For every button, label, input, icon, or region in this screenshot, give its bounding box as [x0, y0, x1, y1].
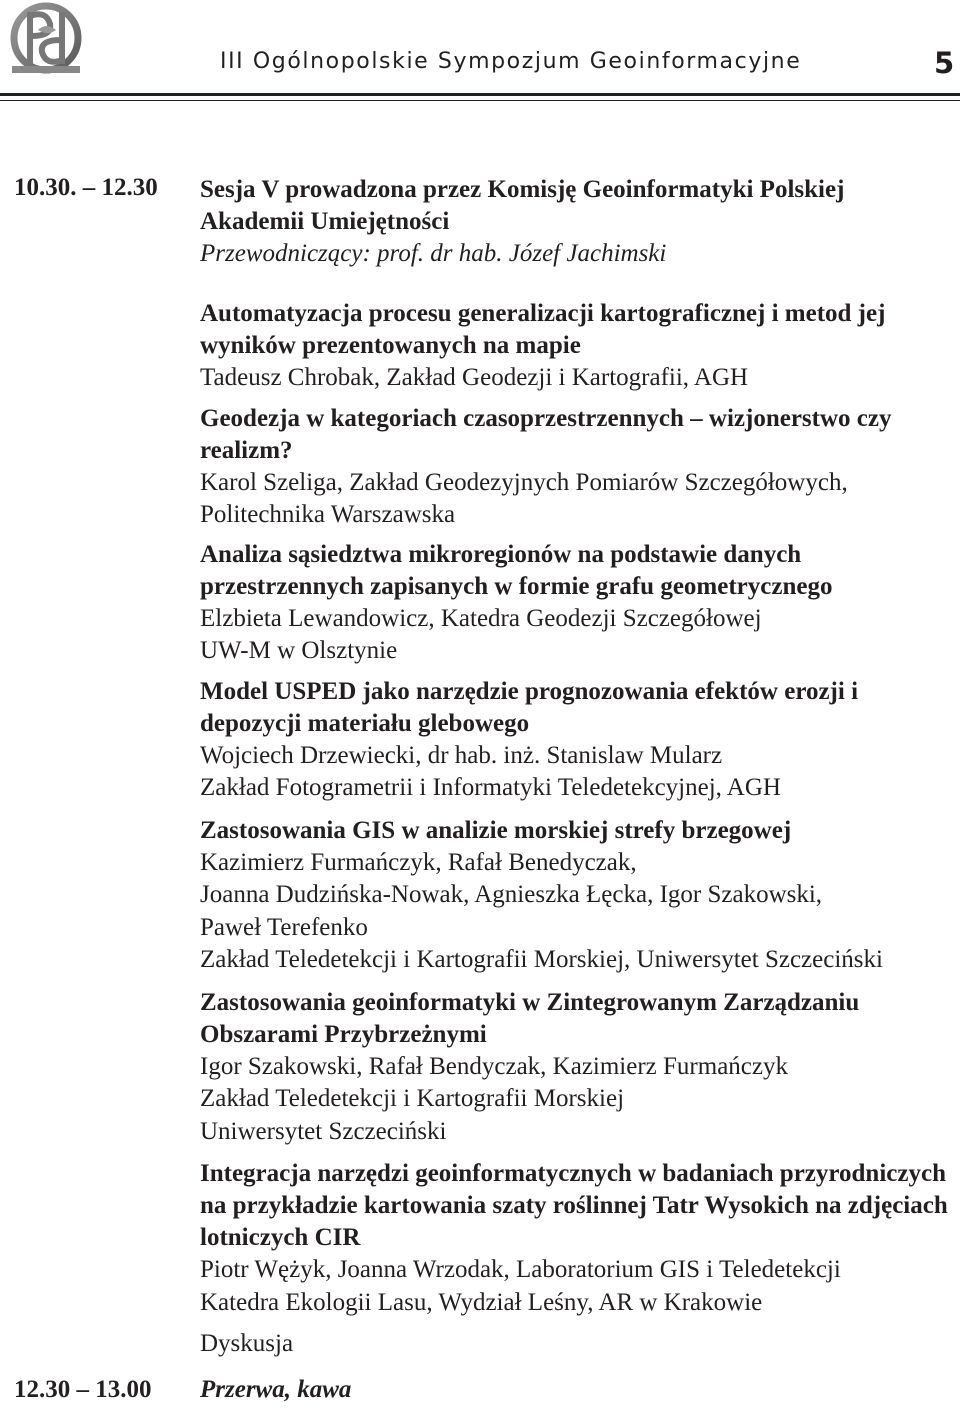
talk-title: Integracja narzędzi geoinformatycznych w badaniach przyrodniczych na przykładzie kartowania szaty roślinnej Tatr Wysokich na zdjęciach lotniczych CIR: [200, 1160, 948, 1251]
talk-title: Zastosowania geoinformatyki w Zintegrowanym Zarządzaniu Obszarami Przybrzeżnymi: [200, 988, 860, 1048]
page-number: 5: [934, 46, 955, 80]
talk-authors: Elzbieta Lewandowicz, Katedra Geodezji Szczegółowej UW-M w Olsztynie: [200, 604, 762, 664]
talk-title: Analiza sąsiedztwa mikroregionów na podstawie danych przestrzennych zapisanych w formie grafu geometrycznego: [200, 540, 833, 600]
session-title-line2: Akademii Umiejętności: [200, 208, 450, 235]
talk-item: [200, 676, 950, 805]
talk-item: [200, 403, 950, 532]
talk-authors: Tadeusz Chrobak, Zakład Geodezji i Kartografii, AGH: [200, 364, 749, 391]
session-time: 10.30. – 12.30: [14, 174, 158, 201]
talk-authors: Igor Szakowski, Rafał Bendyczak, Kazimierz Furmańczyk Zakład Teledetekcji i Kartografii Morskiej Uniwersytet Szczeciński: [200, 1052, 788, 1145]
talk-authors: Wojciech Drzewiecki, dr hab. inż. Stanislaw Mularz Zakład Fotogrametrii i Informatyki Teledetekcyjnej, AGH: [200, 741, 781, 801]
conference-title: III Ogólnopolskie Sympozjum Geoinformacyjne: [220, 49, 802, 74]
talk-authors: Karol Szeliga, Zakład Geodezyjnych Pomiarów Szczegółowych, Politechnika Warszawska: [200, 468, 848, 528]
break-time: 12.30 – 13.00: [14, 1376, 152, 1403]
session-chair: Przewodniczący: prof. dr hab. Józef Jachimski: [200, 240, 667, 267]
talk-item: [200, 298, 950, 395]
talk-title: Geodezja w kategoriach czasoprzestrzennych – wizjonerstwo czy realizm?: [200, 404, 892, 464]
symposium-logo-icon: [8, 2, 84, 78]
talk-title: Automatyzacja procesu generalizacji kartograficznej i metod jej wyników prezentowanych na mapie: [200, 300, 886, 359]
talk-authors: Piotr Wężyk, Joanna Wrzodak, Laboratorium GIS i Teledetekcji Katedra Ekologii Lasu, Wydział Leśny, AR w Krakowie: [200, 1256, 841, 1316]
talk-item: [200, 539, 950, 668]
page-header: [0, 0, 960, 128]
talk-list: [200, 298, 950, 1360]
talk-title: Zastosowania GIS w analizie morskiej strefy brzegowej: [200, 816, 792, 844]
talk-authors: Kazimierz Furmańczyk, Rafał Benedyczak, Joanna Dudzińska-Nowak, Agnieszka Łęcka, Igor Szakowski, Paweł Terefenko Zakład Teledetekcji i Kartografii Morskiej, Uniwersytet Szczeciński: [200, 848, 883, 973]
talk-title: Model USPED jako narzędzie prognozowania efektów erozji i depozycji materiału glebowego: [200, 677, 859, 737]
session-heading: [200, 174, 950, 270]
break-label: Przerwa, kawa: [200, 1376, 352, 1403]
header-rule-thin: [0, 100, 960, 101]
talk-item: [200, 1158, 950, 1319]
header-rule-thick: [0, 93, 960, 96]
talk-item: [200, 815, 950, 977]
discussion-label: Dyskusja: [200, 1330, 294, 1357]
talk-item: [200, 987, 950, 1149]
session-title-line1: Sesja V prowadzona przez Komisję Geoinformatyki Polskiej: [200, 176, 845, 203]
